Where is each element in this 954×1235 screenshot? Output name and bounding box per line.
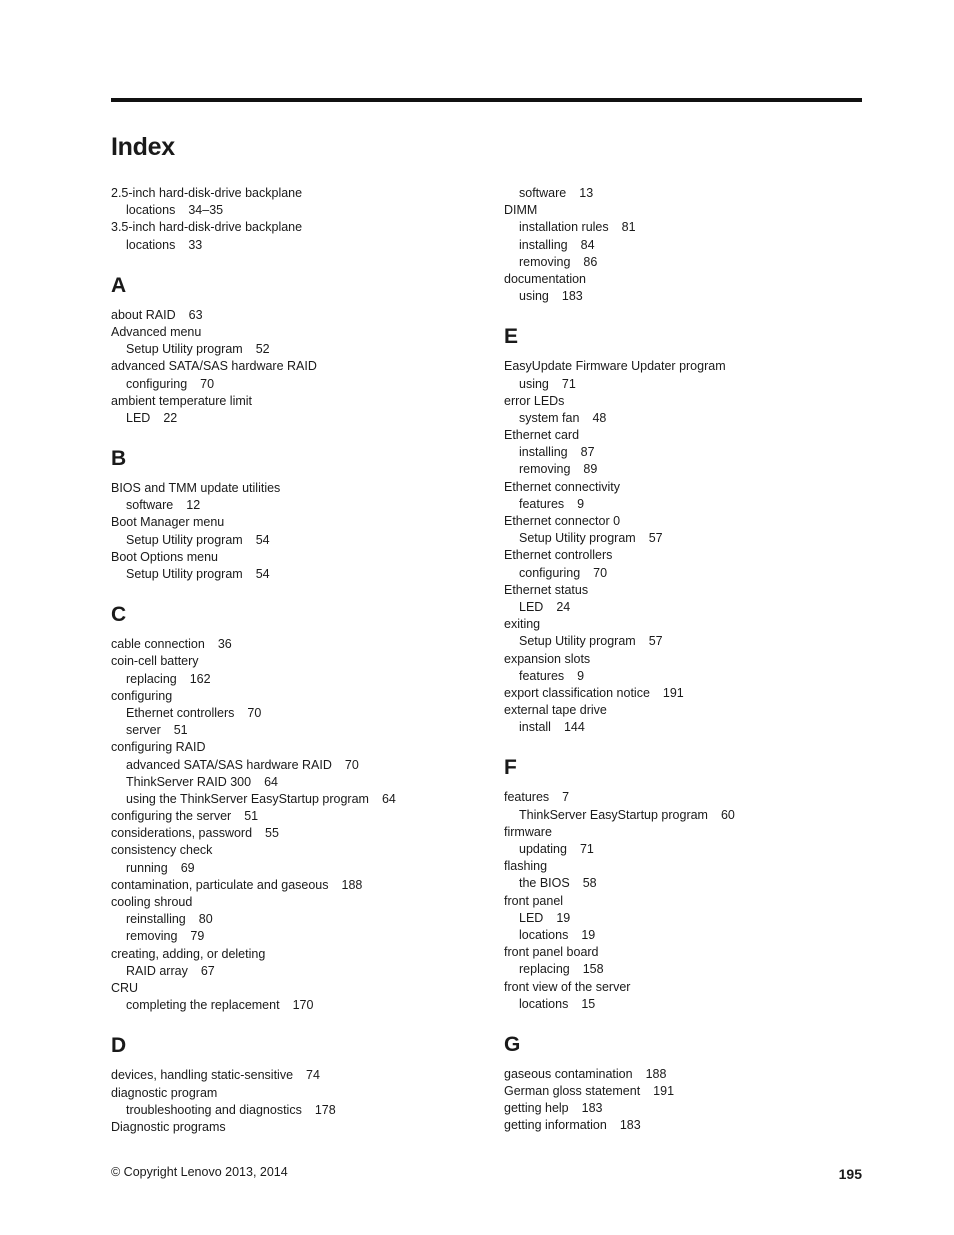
index-term: Setup Utility program	[126, 532, 243, 547]
index-entry	[111, 842, 481, 859]
index-subentry	[111, 705, 481, 722]
index-letter-heading: D	[111, 1034, 127, 1058]
index-term: removing	[126, 929, 178, 944]
index-page-ref: 13	[579, 186, 594, 200]
index-entry	[111, 1119, 481, 1136]
index-entry	[111, 1067, 481, 1084]
index-page-ref: 57	[648, 531, 663, 546]
index-entry	[504, 202, 874, 219]
index-entry	[504, 393, 874, 410]
index-term: updating	[519, 842, 567, 856]
index-entry	[111, 739, 481, 756]
index-subentry	[111, 671, 481, 688]
index-entry	[111, 825, 481, 842]
index-term: removing	[519, 462, 571, 477]
index-term: getting information	[504, 1118, 607, 1133]
index-term: documentation	[504, 271, 587, 286]
index-term: Setup Utility program	[519, 531, 636, 546]
index-page-ref: 48	[592, 410, 607, 425]
index-entry	[504, 824, 874, 841]
index-page-ref: 89	[583, 462, 598, 477]
index-page-ref: 54	[255, 567, 270, 581]
index-letter-heading: E	[504, 325, 519, 349]
index-page-ref: 63	[188, 307, 203, 322]
index-page-ref: 51	[244, 809, 259, 824]
index-term: ThinkServer RAID 300	[126, 774, 252, 789]
index-entry	[111, 946, 481, 963]
index-subentry	[111, 911, 481, 928]
index-page-ref: 71	[561, 376, 576, 391]
index-entry	[504, 513, 874, 530]
index-term: replacing	[126, 671, 177, 686]
index-term: CRU	[111, 980, 139, 995]
index-subentry	[504, 461, 874, 478]
index-subentry	[111, 757, 481, 774]
index-subentry	[504, 927, 874, 944]
index-page-ref: 86	[583, 254, 598, 269]
index-entry	[111, 358, 481, 375]
index-term: completing the replacement	[126, 998, 280, 1013]
index-subentry	[111, 376, 481, 393]
index-subentry	[504, 875, 874, 892]
index-subentry	[111, 237, 481, 254]
index-subentry	[504, 376, 874, 393]
index-term: LED	[519, 599, 544, 614]
index-subentry	[504, 668, 874, 685]
index-letter-heading: F	[504, 756, 517, 780]
index-subentry	[111, 997, 481, 1014]
index-entry	[111, 185, 481, 202]
index-term: LED	[519, 910, 544, 925]
index-term: install	[519, 720, 551, 735]
index-term: DIMM	[504, 203, 538, 218]
index-term: front panel board	[504, 945, 599, 960]
index-term: firmware	[504, 824, 552, 839]
index-page-ref: 19	[556, 910, 571, 925]
index-term: replacing	[519, 962, 570, 977]
index-page-ref: 60	[720, 807, 735, 822]
index-subentry	[111, 566, 481, 583]
index-entry	[111, 549, 481, 566]
index-subentry	[111, 532, 481, 549]
index-page-ref: 12	[186, 498, 201, 513]
index-term: diagnostic program	[111, 1085, 218, 1100]
index-subentry	[111, 928, 481, 945]
index-term: Setup Utility program	[126, 342, 243, 357]
index-entry	[111, 688, 481, 705]
index-term: exiting	[504, 617, 541, 632]
index-subentry	[111, 774, 481, 791]
index-term: software	[519, 186, 567, 200]
index-subentry	[504, 185, 874, 202]
index-term: 2.5-inch hard-disk-drive backplane	[111, 186, 303, 200]
index-column-left	[111, 185, 481, 1136]
index-term: using	[519, 289, 549, 304]
index-column-right	[504, 185, 874, 1135]
index-page-ref: 183	[561, 289, 583, 304]
index-entry	[504, 651, 874, 668]
index-page-ref: 144	[563, 720, 585, 735]
index-page-ref: 9	[577, 496, 585, 511]
index-entry	[504, 582, 874, 599]
index-entry	[504, 789, 874, 806]
index-entry	[504, 271, 874, 288]
index-term: external tape drive	[504, 703, 607, 718]
index-entry	[111, 980, 481, 997]
index-term: BIOS and TMM update utilities	[111, 481, 281, 496]
index-subentry	[504, 841, 874, 858]
index-term: advanced SATA/SAS hardware RAID	[111, 359, 317, 374]
index-term: configuring	[519, 565, 581, 580]
index-term: the BIOS	[519, 876, 570, 891]
index-subentry	[504, 565, 874, 582]
index-term: Ethernet connectivity	[504, 479, 621, 494]
index-page-ref: 57	[648, 634, 663, 649]
index-term: consistency check	[111, 843, 213, 858]
index-page-ref: 69	[180, 860, 195, 875]
index-page-ref: 58	[582, 876, 597, 891]
index-term: removing	[519, 254, 571, 269]
index-page-ref: 87	[580, 445, 595, 460]
index-term: features	[519, 496, 565, 511]
index-entry	[111, 324, 481, 341]
index-term: using	[519, 376, 549, 391]
index-page-ref: 64	[264, 774, 278, 789]
index-term: locations	[519, 927, 569, 942]
index-term: coin-cell battery	[111, 654, 199, 669]
index-page-ref: 84	[580, 237, 595, 252]
index-term: troubleshooting and diagnostics	[126, 1102, 302, 1117]
index-term: using the ThinkServer EasyStartup program	[126, 791, 369, 806]
index-page-ref: 22	[163, 410, 178, 425]
index-term: server	[126, 723, 161, 738]
index-page-ref: 55	[265, 826, 279, 841]
index-entry	[111, 514, 481, 531]
index-subentry	[111, 202, 481, 219]
index-page-ref: 162	[189, 671, 211, 686]
index-subentry	[504, 910, 874, 927]
index-page-ref: 19	[581, 927, 596, 942]
index-term: Diagnostic programs	[111, 1119, 226, 1134]
index-term: cooling shroud	[111, 895, 193, 909]
index-term: system fan	[519, 410, 580, 425]
index-page-ref: 9	[577, 668, 585, 683]
index-letter-heading: G	[504, 1032, 521, 1056]
index-letter-heading: A	[111, 273, 127, 297]
index-entry	[111, 653, 481, 670]
index-subentry	[111, 1102, 481, 1119]
index-page-ref: 80	[198, 912, 213, 927]
index-term: Boot Options menu	[111, 549, 219, 564]
index-subentry	[111, 410, 481, 427]
index-term: configuring	[126, 376, 188, 391]
index-page-ref: 54	[255, 532, 270, 547]
index-term: ThinkServer EasyStartup program	[519, 807, 708, 822]
top-rule	[111, 98, 862, 102]
index-term: Setup Utility program	[126, 567, 243, 581]
index-page-ref: 7	[562, 790, 570, 805]
index-subentry	[504, 288, 874, 305]
index-term: ambient temperature limit	[111, 393, 253, 408]
index-entry	[504, 1083, 874, 1100]
index-subentry	[111, 722, 481, 739]
index-term: configuring RAID	[111, 740, 206, 755]
index-term: Ethernet connector 0	[504, 514, 621, 528]
index-term: locations	[126, 203, 176, 218]
index-entry	[504, 427, 874, 444]
index-subentry	[504, 219, 874, 236]
index-term: contamination, particulate and gaseous	[111, 877, 329, 892]
index-page-ref: 74	[306, 1068, 320, 1083]
index-term: considerations, password	[111, 826, 253, 841]
index-term: configuring	[111, 688, 173, 703]
index-entry	[111, 808, 481, 825]
index-page-ref: 183	[581, 1101, 603, 1116]
index-term: features	[504, 790, 550, 805]
index-subentry	[111, 791, 481, 808]
index-term: Setup Utility program	[519, 634, 636, 649]
index-subentry	[504, 254, 874, 271]
index-page-ref: 191	[653, 1084, 675, 1099]
index-term: installation rules	[519, 220, 609, 235]
index-entry	[504, 702, 874, 719]
index-page-ref: 24	[556, 599, 571, 614]
index-term: installing	[519, 237, 568, 252]
index-term: advanced SATA/SAS hardware RAID	[126, 757, 332, 772]
index-term: devices, handling static-sensitive	[111, 1068, 294, 1083]
index-term: reinstalling	[126, 912, 186, 927]
index-term: running	[126, 860, 168, 875]
index-page-ref: 33	[188, 237, 203, 252]
index-page-ref: 70	[247, 705, 262, 720]
index-subentry	[504, 444, 874, 461]
index-page-ref: 183	[619, 1118, 641, 1133]
index-page-ref: 67	[200, 963, 215, 978]
index-entry	[504, 1100, 874, 1117]
index-entry	[111, 894, 481, 911]
index-term: Ethernet controllers	[504, 548, 613, 563]
index-entry	[504, 1117, 874, 1134]
index-entry	[504, 893, 874, 910]
index-page-ref: 52	[255, 342, 270, 357]
index-subentry	[504, 599, 874, 616]
index-term: front panel	[504, 893, 564, 908]
index-term: front view of the server	[504, 979, 631, 994]
index-entry	[504, 979, 874, 996]
index-entry	[111, 393, 481, 410]
index-term: getting help	[504, 1101, 569, 1116]
index-term: locations	[126, 237, 176, 252]
index-entry	[111, 877, 481, 894]
index-entry	[504, 479, 874, 496]
index-entry	[504, 358, 874, 375]
index-subentry	[504, 961, 874, 978]
index-term: German gloss statement	[504, 1084, 641, 1099]
index-term: expansion slots	[504, 651, 591, 666]
index-page-ref: 188	[645, 1066, 667, 1081]
index-page-ref: 15	[581, 996, 596, 1011]
index-entry	[504, 944, 874, 961]
index-entry	[111, 636, 481, 653]
index-entry	[504, 547, 874, 564]
index-page-ref: 64	[381, 791, 396, 806]
index-entry	[504, 685, 874, 702]
index-page-ref: 191	[662, 685, 684, 700]
index-subentry	[504, 996, 874, 1013]
index-term: cable connection	[111, 637, 205, 652]
index-term: gaseous contamination	[504, 1066, 633, 1081]
index-subentry	[504, 530, 874, 547]
index-term: 3.5-inch hard-disk-drive backplane	[111, 220, 303, 235]
index-term: Boot Manager menu	[111, 515, 225, 530]
index-subentry	[504, 807, 874, 824]
index-term: Ethernet controllers	[126, 705, 235, 720]
index-entry	[504, 858, 874, 875]
index-subentry	[504, 633, 874, 650]
index-subentry	[111, 860, 481, 877]
index-term: configuring the server	[111, 809, 232, 824]
index-term: RAID array	[126, 963, 188, 978]
index-entry	[111, 219, 481, 236]
index-term: about RAID	[111, 307, 176, 322]
index-term: EasyUpdate Firmware Updater program	[504, 359, 726, 374]
index-term: locations	[519, 996, 569, 1011]
index-page-ref: 188	[341, 877, 363, 892]
index-subentry	[111, 341, 481, 358]
index-term: LED	[126, 410, 151, 425]
index-subentry	[111, 497, 481, 514]
index-entry	[111, 1085, 481, 1102]
index-term: flashing	[504, 859, 548, 874]
index-page-ref: 36	[217, 637, 232, 652]
index-page-ref: 70	[200, 376, 215, 391]
index-page-ref: 51	[173, 723, 188, 738]
index-page-ref: 158	[582, 962, 604, 977]
index-term: export classification notice	[504, 685, 650, 700]
index-page-ref: 81	[621, 220, 636, 235]
index-entry	[504, 616, 874, 633]
index-term: Advanced menu	[111, 324, 202, 339]
copyright-notice: © Copyright Lenovo 2013, 2014	[111, 1165, 288, 1179]
index-page-ref: 34–35	[188, 203, 224, 218]
index-page-ref: 79	[190, 929, 205, 944]
index-subentry	[504, 496, 874, 513]
page-title: Index	[111, 133, 175, 161]
index-subentry	[504, 237, 874, 254]
index-term: creating, adding, or deleting	[111, 946, 266, 961]
index-page-ref: 70	[344, 757, 359, 772]
index-term: software	[126, 498, 174, 513]
index-subentry	[504, 410, 874, 427]
index-letter-heading: B	[111, 447, 127, 471]
index-page-ref: 70	[593, 565, 608, 580]
index-term: Ethernet status	[504, 582, 589, 597]
index-page-ref: 71	[579, 842, 594, 856]
index-entry	[111, 480, 481, 497]
index-term: installing	[519, 445, 568, 460]
page-number: 195	[838, 1166, 862, 1182]
index-term: Ethernet card	[504, 428, 580, 443]
index-subentry	[111, 963, 481, 980]
index-page-ref: 170	[292, 998, 314, 1013]
index-term: error LEDs	[504, 393, 565, 408]
index-entry	[504, 1066, 874, 1083]
index-entry	[111, 307, 481, 324]
index-letter-heading: C	[111, 603, 127, 627]
index-subentry	[504, 719, 874, 736]
index-page-ref: 178	[314, 1102, 336, 1117]
index-term: features	[519, 668, 565, 683]
